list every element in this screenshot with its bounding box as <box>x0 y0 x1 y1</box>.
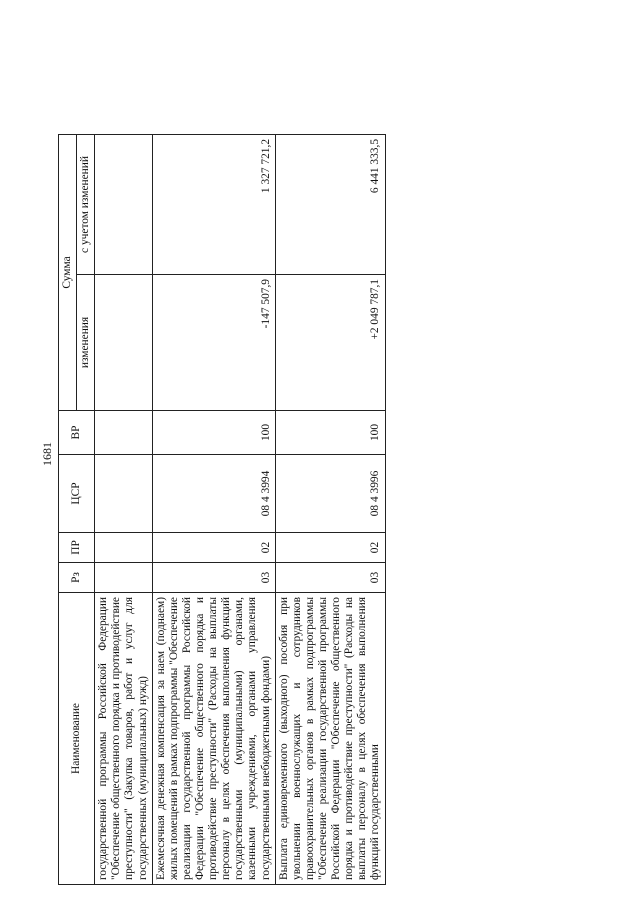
row-total <box>95 134 152 274</box>
header-csr: ЦСР <box>59 455 95 533</box>
row-change <box>95 275 152 411</box>
row-name: Выплата единовременного (выходного) пособия при увольнении военнослужащих и сотрудников правоохранительных органов в рамках подпрограммы "Обеспечение реализации государственной программы Российской Федерации "Обеспечение общественного порядка и противодействие преступности" (Расходы на выплаты персоналу в целях обеспечения выполнения функций государственными <box>275 593 385 885</box>
table-row <box>95 134 152 884</box>
row-vr: 100 <box>152 411 275 455</box>
row-change: -147 507,9 <box>152 275 275 411</box>
header-sum: Сумма <box>59 134 77 410</box>
row-csr <box>95 455 152 533</box>
row-name: государственной программы Российской Федерации "Обеспечение общественного порядка и противодействие преступности" (Закупка товаров, работ и услуг для государственных (муниципальных) нужд) <box>95 593 152 885</box>
row-rz: 03 <box>275 563 385 593</box>
row-total: 6 441 333,5 <box>275 134 385 274</box>
header-row <box>59 134 77 884</box>
row-vr: 100 <box>275 411 385 455</box>
table-row <box>152 134 275 884</box>
header-pr: ПР <box>59 533 95 563</box>
row-csr: 08 4 3996 <box>275 455 385 533</box>
row-pr <box>95 533 152 563</box>
row-rz <box>95 563 152 593</box>
row-total: 1 327 721,2 <box>152 134 275 274</box>
row-vr <box>95 411 152 455</box>
budget-table <box>58 134 386 885</box>
row-name: Ежемесячная денежная компенсация за наем (поднаем) жилых помещений в рамках подпрограммы "Обеспечение реализации государственной программы Российской Федерации "Обеспечение общественного порядка и противодействие преступности" (Расходы на выплаты персоналу в целях обеспечения выполнения функций государственными (муниципальными) органами, казенными учреждениями, органами управления государственными внебюджетными фондами) <box>152 593 275 885</box>
header-with-change: с учетом изменений <box>77 134 95 274</box>
header-vr: ВР <box>59 411 95 455</box>
header-rz: Рз <box>59 563 95 593</box>
header-name: Наименование <box>59 593 95 885</box>
header-change: изменения <box>77 275 95 411</box>
row-pr: 02 <box>275 533 385 563</box>
page-number: 1681 <box>40 442 54 466</box>
row-change: +2 049 787,1 <box>275 275 385 411</box>
table-row <box>275 134 385 884</box>
row-rz: 03 <box>152 563 275 593</box>
row-csr: 08 4 3994 <box>152 455 275 533</box>
row-pr: 02 <box>152 533 275 563</box>
